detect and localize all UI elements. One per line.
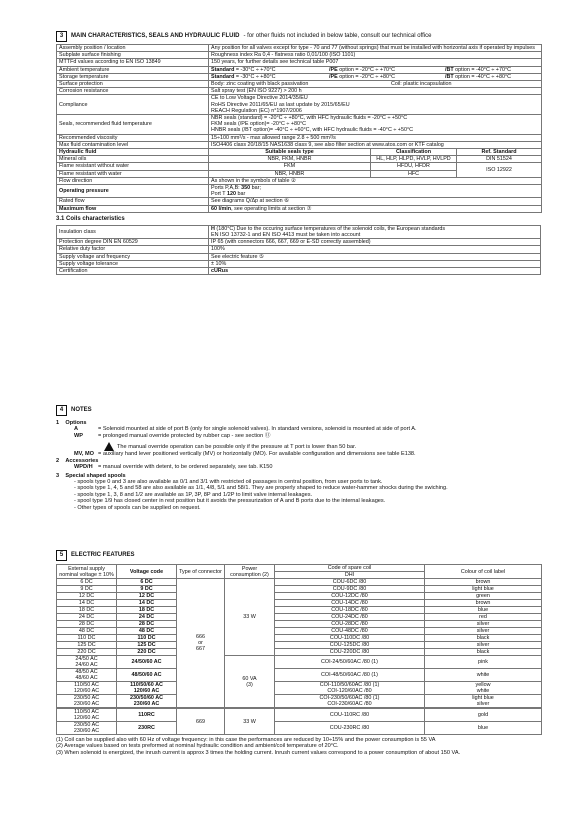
table-row [57,621,542,628]
column-header: Type of connector [177,565,225,579]
voltage: 110 DC [57,635,117,642]
section-3-header [56,31,541,42]
row-value: ISO4406 class 20/18/15 NAS1638 class 9, see also filter section at www.atos.com or KTF catalog [209,141,542,148]
voltage-code: 9 DC [117,586,177,593]
row-label: Max fluid contamination level [57,141,209,148]
column-header: Suitable seals type [209,149,371,156]
table-row [57,45,542,52]
standard-range: = -30°C ÷ +80°C [234,73,276,80]
table-row [57,682,542,695]
option-text: = auxiliary hand lever positioned vertically (MV) or horizontally (MO). For available configuration and dimensions see table E138. [98,451,416,458]
row-value [209,185,542,198]
table-row [57,134,542,141]
voltage [57,669,117,682]
footnote: (2) Average values based on tests preformed at nominal hydraulic condition and ambient/coil temperature of 20°C. [56,743,339,750]
bt-range: option = -40°C ÷ +70°C [453,66,512,73]
bt-label: /BT [445,73,454,80]
pressure-unit: bar [235,191,246,198]
section-4-header [56,405,541,416]
voltage-code: 110RC [117,709,177,722]
label-colour-line: white [476,688,490,694]
row-label: Corrosion resistance [57,88,209,95]
voltage-code [117,682,177,695]
fluid-name: Mineral oils [57,156,209,163]
voltage: 9 DC [57,586,117,593]
row-label: Ambient temperature [57,66,209,73]
table-row [57,642,542,649]
spare-coil: COI-48/50/60AC /80 (1) [275,669,425,682]
row-value [209,95,542,115]
fluid-row [57,163,542,170]
section-number: 5 [56,550,67,561]
spare-coil: COU-220DC /80 [275,649,425,656]
note-number: 1 [56,420,60,426]
note-number: 2 [56,457,60,464]
table-row [57,586,542,593]
spare-coil: COU-48DC /80 [275,628,425,635]
table-row [57,600,542,607]
row-value [209,115,542,135]
voltage-code: 110 DC [117,635,177,642]
row-label: Subplate surface finishing [57,52,209,59]
row-value [209,66,542,73]
spare-coil-line: COI-230/50/60AC /80 (1) [319,695,380,701]
option-text: = prolonged manual override protected by rubber cap - see section ⑪ [98,432,271,439]
voltage-code: 18 DC [117,607,177,614]
row-label: Compliance [57,95,209,115]
table-row [57,66,542,73]
voltage: 28 DC [57,621,117,628]
voltage-line: 230/60 AC [73,728,100,734]
section-4 [56,405,541,511]
seals-line: NBR seals (standard) = -20°C ÷ +80°C, with HFC hydraulic fluids = -20°C ÷ +50°C [211,115,408,122]
spare-coil: COU-230RC /80 [275,722,425,735]
label-colour: brown [425,579,542,586]
voltage-code [117,695,177,708]
connector-type: 666 or 667 [177,579,225,708]
row-label: Insulation class [57,225,209,238]
standard-range: = -30°C ÷ +70°C [234,66,276,73]
table-row [57,239,541,246]
label-colour: brown [425,600,542,607]
label-colour [425,695,542,708]
voltage-code-line: 230/60 AC [133,701,160,707]
fluid-standard: ISO 12922 [457,163,542,177]
voltage-line: 230/50 AC [73,695,100,701]
row-label: Flow direction [57,177,209,184]
spare-coil: COU-28DC /80 [275,621,425,628]
option-key: WP [74,432,84,439]
footnote: (3) When solenoid is energized, the inrush current is approx 3 times the holding current. Inrush current values correspond to a power consumption of about 150 VA. [56,749,461,756]
pressure-value: 350 [241,185,251,192]
spare-coil: COU-9DC /80 [275,586,425,593]
table-row [57,225,541,238]
spare-coil: COU-18DC /80 [275,607,425,614]
spare-coil: COU-6DC /80 [275,579,425,586]
row-value: cURus [209,267,541,274]
connector-type: 669 [177,709,225,735]
section-title: NOTES [71,407,92,414]
option-text: = Solenoid mounted at side of port B (only for single solenoid valves). In standard versions, solenoid is mounted at side of port A. [98,426,417,433]
voltage: 12 DC [57,593,117,600]
label-colour: red [425,614,542,621]
table-row [57,246,541,253]
voltage-line: 230/50 AC [73,722,100,728]
section-note: - for other fluids not included in below table, consult our technical office [243,33,432,40]
table-row [57,695,542,708]
row-label: Supply voltage tolerance [57,260,209,267]
voltage: 14 DC [57,600,117,607]
spare-coil: COU-125DC /80 [275,642,425,649]
label-colour: silver [425,621,542,628]
table-row [57,115,542,135]
section-5 [56,550,541,756]
label-colour: white [425,669,542,682]
column-subheader: DHI [275,572,425,579]
voltage-code: 220 DC [117,649,177,656]
spare-coil-line: COI-120/60AC /80 [327,688,372,694]
spare-coil: COU-14DC /80 [275,600,425,607]
table-row [57,607,542,614]
spare-coil-line: COI-110/50/60AC /80 (1) [319,682,380,688]
row-value [209,225,541,238]
insulation-note: EN ISO 13732-1 and EN ISO 4413 must be taken into account [211,231,361,238]
column-header: Hydraulic fluid [57,149,209,156]
voltage-line: 48/60 AC [75,675,98,681]
table-row [57,649,542,656]
spool-note: - Other types of spools can be supplied on request. [74,504,201,511]
voltage-code: 28 DC [117,621,177,628]
label-colour: pink [425,656,542,669]
row-value [209,73,542,80]
table-row [57,52,542,59]
voltage-line: 24/60 AC [75,662,98,668]
voltage [57,709,117,722]
compliance-line: RoHS Directive 2011/65/EU as last update by 2015/65/EU [211,101,350,108]
label-colour: light blue [425,586,542,593]
coils-table [56,225,541,275]
row-label: Storage temperature [57,73,209,80]
table-row [57,81,542,88]
characteristics-table [56,44,542,213]
max-flow-note: , see operating limits at section ⑦ [231,205,312,212]
body-protection: Body: zinc coating with black passivation [211,81,309,88]
fluid-row [57,156,542,163]
table-row [57,88,542,95]
spool-note: - spools type 0 and 3 are also available as 0/1 and 3/1 with restricted oil passages in central position, from user ports to tank. [74,478,383,485]
bt-label: /BT [445,66,454,73]
pe-label: /PE [329,73,338,80]
power-consumption: 60 VA (3) [225,656,275,708]
voltage [57,656,117,669]
label-colour: black [425,635,542,642]
row-value: 100% [209,246,541,253]
seals-line: FKM seals (/PE option)= -20°C ÷ +80°C [211,121,307,128]
voltage: 220 DC [57,649,117,656]
voltage: 6 DC [57,579,117,586]
label-colour: blue [425,722,542,735]
spare-coil-line: COI-230/60AC /80 [327,701,372,707]
voltage-code: 48 DC [117,628,177,635]
row-label: Recommended viscosity [57,134,209,141]
voltage-line: 110/50 AC [74,682,99,688]
row-label: Assembly position / location [57,45,209,52]
note-title: Options [65,420,87,426]
section-title: ELECTRIC FEATURES [71,552,135,559]
voltage-line: 24/50 AC [75,656,98,662]
table-row [57,593,542,600]
note-title: Accessories [65,457,99,464]
table-row [57,267,541,274]
pressure-unit: bar; [250,185,261,192]
coil-protection: Coil: plastic incapsulation [391,81,452,88]
table-row [57,177,542,184]
spare-coil: COU-110RC /80 [275,709,425,722]
section-3 [56,31,541,275]
column-header: External supply nominal voltage ± 10% [57,565,117,579]
label-colour: green [425,593,542,600]
voltage-code-line: 230/50/60 AC [129,695,164,701]
voltage: 48 DC [57,628,117,635]
spool-note: - spools type 1, 4, 5 and 58 are also available as 1/1, 4/8, 5/1 and 58/1. They are properly shaped to reduce water-hammer shocks during the swiching. [74,485,448,492]
bt-range: option = -40°C ÷ +80°C [453,73,512,80]
voltage-code: 48/50/60 AC [117,669,177,682]
table-row [57,59,542,66]
insulation-note: (180°C) Due to the occuring surface temperatures of the solenoid coils, the European standards [214,225,446,232]
voltage-code: 14 DC [117,600,177,607]
spare-coil [275,695,425,708]
seals-line: HNBR seals (/BT option)= -40°C ÷ +60°C, with HFC hydraulic fluids = -40°C ÷ +50°C [211,127,413,134]
column-header: Voltage code [117,565,177,579]
pe-range: option = -20°C ÷ +70°C [337,66,396,73]
table-row [57,253,541,260]
label-colour-line: yellow [475,682,491,688]
voltage-line: 120/60 AC [73,715,100,721]
label-colour: blue [425,607,542,614]
label-colour-line: light blue [472,695,494,701]
spare-coil: COU-24DC /80 [275,614,425,621]
column-header: Code of spare coil [275,565,425,572]
column-header: Ref. Standard [457,149,542,156]
table-row [57,614,542,621]
standard-label: Standard [211,73,235,80]
fluid-seals: FKM [209,163,371,170]
section-number: 4 [56,405,67,416]
section-number: 3 [56,31,67,42]
voltage-code: 12 DC [117,593,177,600]
table-row [57,579,542,586]
insulation-class: H [211,225,215,232]
row-label: Certification [57,267,209,274]
voltage-code-line: 110/50/60 AC [130,682,163,688]
table-row [57,709,542,722]
column-header: Power consumption (2) [225,565,275,579]
power-consumption: 33 W [225,709,275,735]
row-value: Salt spray test (EN ISO 9227) > 200 h [209,88,542,95]
pe-label: /PE [329,66,338,73]
row-label: Surface protection [57,81,209,88]
footnote: (1) Coil can be supplied also with 60 Hz of voltage frequency: in this case the performances are reduced by 10÷15% and the power consumption is 55 VA [56,737,436,743]
electric-features-table [56,564,542,708]
coils-subtitle: 3.1 Coils characteristics [56,215,125,222]
row-value [209,81,542,88]
column-header: Classification [371,149,457,156]
row-value: 150 years, for further details see technical table P007 [209,59,542,66]
row-value: ± 10% [209,260,541,267]
label-colour: gold [425,709,542,722]
voltage-line: 230/60 AC [73,701,100,707]
table-row [57,656,542,669]
spool-note: - spools type 1, 3, 8 and 1/2 are available as 1P, 3P, 8P and 1/2P to limit valve internal leakages. [74,491,313,498]
voltage-code: 24/50/60 AC [117,656,177,669]
voltage: 18 DC [57,607,117,614]
spool-note: - spool type 1/9 has closed center in rest position but it avoids the pressurization of A and B ports due to the internal leakages. [74,498,386,505]
compliance-line: CE to Low Voltage Directive 2014/35/EU [211,95,308,102]
row-label: MTTFd values according to EN ISO 13849 [57,59,209,66]
row-value: As shown in the symbols of table ② [209,177,542,184]
option-key: A [74,426,79,433]
voltage-code: 230RC [117,722,177,735]
label-colour: black [425,649,542,656]
fluid-name: Flame resistant with water [57,170,209,177]
pressure-ports: Port T [211,191,227,198]
voltage-line: 120/60 AC [73,688,100,694]
row-value: See diagrams Q/Δp at section ⑥ [209,198,542,205]
section-5-header [56,550,541,561]
label-colour: silver [425,628,542,635]
row-label: Rated flow [57,198,209,205]
column-header: Colour of coil label [425,565,542,579]
voltage-line: 110/50 AC [74,709,99,715]
table-row [57,628,542,635]
max-flow-value: 60 l/min [211,205,232,212]
row-label: Supply voltage and frequency [57,253,209,260]
row-label: Seals, recommended fluid temperature [57,115,209,135]
spare-coil: COI-24/50/60AC /80 (1) [275,656,425,669]
table-row [57,260,541,267]
footnotes [56,737,541,756]
note-number: 3 [56,472,60,479]
row-label: Operating pressure [57,185,209,198]
table-row [57,635,542,642]
compliance-line: REACH Regulation (EC) n°1907/2006 [211,107,302,114]
table-row [57,722,542,735]
row-value: IP 65 (with connectors 666, 667, 669 or E-SD correctly assembled) [209,239,541,246]
fluid-standard: DIN 51524 [457,156,542,163]
power-consumption: 33 W [225,579,275,656]
fluid-name: Flame resistant without water [57,163,209,170]
pe-range: option = -20°C ÷ +80°C [337,73,396,80]
table-row [57,205,542,212]
table-row [57,198,542,205]
standard-label: Standard [211,66,235,73]
option-text: = manual override with detent, to be ordered separately, see tab. K150 [98,464,273,471]
table-row [57,141,542,148]
row-value: Any position for all valves except for type - 70 and 77 (without springs) that must be installed with horizontal axis if operated by impulses [209,45,542,52]
fluid-seals: NBR, FKM, HNBR [209,156,371,163]
rc-table [56,708,542,735]
fluid-header-row [57,149,542,156]
label-colour-line: silver [476,701,490,707]
row-label: Maximum flow [57,205,209,212]
row-label: Relative duty factor [57,246,209,253]
voltage-code: 6 DC [117,579,177,586]
fluid-class: HL, HLP, HLPD, HVLP, HVLPD [371,156,457,163]
fluid-class: HFC [371,170,457,177]
voltage: 24 DC [57,614,117,621]
row-value: See electric feature ⑤ [209,253,541,260]
label-colour [425,682,542,695]
voltage [57,722,117,735]
spare-coil [275,682,425,695]
spare-coil: COU-110DC /80 [275,635,425,642]
note-title: Special shaped spools [65,472,126,479]
row-label: Protection degree DIN EN 60529 [57,239,209,246]
header-row [57,565,542,572]
warning-icon [104,442,114,451]
label-colour: silver [425,642,542,649]
voltage-code: 125 DC [117,642,177,649]
row-value: 15÷100 mm²/s - max allowed range 2.8 ÷ 500 mm²/s [209,134,542,141]
voltage: 125 DC [57,642,117,649]
fluid-class: HFDU, HFDR [371,163,457,170]
voltage [57,695,117,708]
option-key: WPD/H [74,464,93,471]
spare-coil: COU-12DC /80 [275,593,425,600]
table-row [57,669,542,682]
voltage-code: 24 DC [117,614,177,621]
row-value: Roughness index Ra 0,4 - flatness ratio 0,01/100 (ISO 1101) [209,52,542,59]
voltage [57,682,117,695]
table-row [57,73,542,80]
warning-text: The manual override operation can be possible only if the pressure at T port is lower than 50 bar. [117,444,357,451]
voltage-line: 48/50 AC [75,669,98,675]
voltage-code-line: 120/60 AC [133,688,160,694]
section-title: MAIN CHARACTERISTICS, SEALS AND HYDRAULIC FLUID [71,33,240,40]
pressure-ports: Ports P,A,B: [211,185,242,192]
table-row [57,185,542,198]
option-key: MV, MO [74,451,94,458]
pressure-value: 120 [226,191,236,198]
row-value [209,205,542,212]
fluid-seals: NBR, HNBR [209,170,371,177]
table-row [57,95,542,115]
